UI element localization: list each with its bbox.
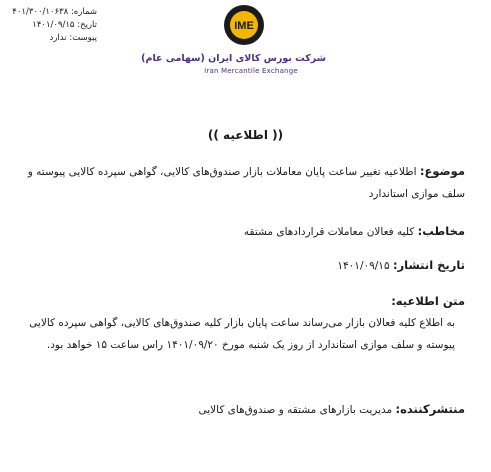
subject-label: موضوع: — [419, 164, 465, 178]
notice-title: (( اطلاعیه )) — [207, 128, 284, 142]
letter-date-label: تاریخ: — [77, 20, 97, 30]
company-logo — [141, 4, 326, 82]
company-name-en: Iran Mercantile Exchange — [204, 67, 298, 75]
letter-date-row — [5, 19, 97, 32]
subject-text: اطلاعیه تغییر ساعت پایان معاملات بازار صندوق‌های کالایی، گواهی سپرده کالایی پیوسته و سلف موازی استاندارد — [27, 166, 465, 200]
audience-text: کلیه فعالان معاملات قراردادهای مشتقه — [243, 226, 415, 238]
audience-section — [25, 220, 465, 243]
letter-attachment-value: ندارد — [49, 33, 67, 43]
notice-section — [25, 290, 465, 356]
logo-mark-text: IME — [234, 20, 254, 32]
publish-date-label: تاریخ انتشار: — [392, 258, 465, 272]
notice-body: به اطلاع کلیه فعالان بازار می‌رساند ساعت پایان بازار کلیه صندوق‌های کالایی، گواهی سپرده کالایی پیوسته و سلف موازی استاندارد از روز یک شنبه مورخ ۱۴۰۱/۰۹/۲۰ راس ساعت ۱۵ خواهد بود. — [29, 317, 455, 351]
letter-attachment-row — [5, 32, 97, 45]
letter-number-row — [5, 6, 97, 19]
letter-date-value: ۱۴۰۱/۰۹/۱۵ — [32, 20, 75, 30]
publisher-label: منتشرکننده: — [395, 402, 465, 416]
letter-attachment-label: پیوست: — [69, 33, 97, 43]
letter-meta — [5, 6, 97, 45]
letter-number-label: شماره: — [70, 7, 97, 17]
ime-logo-icon — [223, 4, 265, 46]
publish-date-section — [25, 254, 465, 277]
publisher-text: مدیریت بازارهای مشتقه و صندوق‌های کالایی — [198, 404, 393, 416]
publish-date-text: ۱۴۰۱/۰۹/۱۵ — [337, 260, 390, 272]
letter-number-value: ۴۰۱/۳۰۰/۱۰۶۳۸ — [12, 7, 69, 17]
subject-section — [25, 160, 465, 205]
audience-label: مخاطب: — [417, 224, 465, 238]
notice-heading: متن اطلاعیه: — [391, 294, 465, 308]
publisher-section — [25, 398, 465, 421]
company-name-fa: شرکت بورس کالای ایران (سهامی عام) — [141, 53, 326, 64]
